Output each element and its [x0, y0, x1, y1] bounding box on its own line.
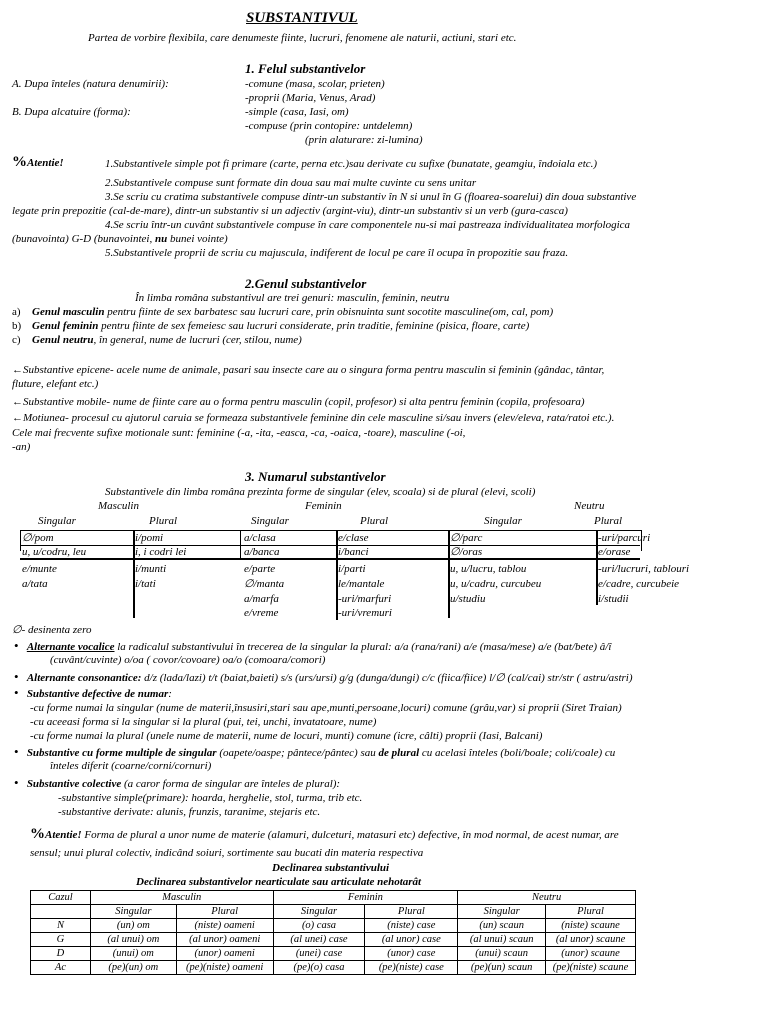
bullet-term: Alternante vocalice: [26, 641, 115, 653]
criterion-b-value: (prin alaturare: zi-lumina): [305, 134, 423, 146]
form-cell: (niste) oameni: [176, 919, 273, 933]
gender-mark: c): [12, 334, 21, 346]
form-cell: (pe)(o) casa: [273, 961, 365, 975]
criterion-b-value: -compuse (prin contopire: untdelemn): [245, 120, 413, 132]
number-cell: a/banca: [244, 546, 280, 558]
criterion-a-label: A. Dupa înteles (natura denumirii):: [12, 78, 169, 90]
percent-icon: %: [30, 826, 45, 842]
declension-number-row: [31, 905, 636, 919]
form-cell: (niste) case: [365, 919, 458, 933]
form-cell: (niste) scaune: [546, 919, 636, 933]
number-cell: e/clase: [338, 532, 369, 544]
form-cell: (unui) scaun: [458, 947, 546, 961]
number-header: Plural: [546, 905, 636, 919]
number-header: Singular: [458, 905, 546, 919]
number-cell: i, i codri lei: [135, 546, 187, 558]
attention-note: [12, 156, 64, 170]
bullet-icon: •: [14, 638, 19, 653]
gender-header: Feminin: [273, 891, 458, 905]
bullet-icon: •: [14, 685, 19, 700]
note-line: 5.Substantivele proprii de scriu cu majuscula, indiferent de locul pe care îl ocupa în propozitie sau fraza.: [105, 247, 569, 259]
number-cell: u, u/lucru, tablou: [450, 563, 527, 575]
declension-row: [31, 919, 636, 933]
form-cell: (pe)(un) om: [90, 961, 176, 975]
page-title: SUBSTANTIVUL: [246, 10, 358, 26]
note-line: [12, 233, 228, 246]
number-cell: ∅/manta: [244, 578, 285, 590]
number-cell: i/parti: [338, 563, 366, 575]
number-cell: i/studii: [598, 593, 629, 605]
note-fragment: bunei vointe): [169, 233, 228, 245]
section-3-heading: 3. Numarul substantivelor: [245, 469, 386, 484]
number-cell: a/tata: [22, 578, 48, 590]
gender-desc: , în general, nume de lucruri (cer, stilou, nume): [93, 334, 302, 346]
number-cell: i/banci: [338, 546, 369, 558]
section-2-heading: 2.Genul substantivelor: [245, 276, 367, 291]
number-cell: e/orase: [598, 546, 631, 558]
form-cell: (al unui) scaun: [458, 933, 546, 947]
note-line: 3.Se scriu cu cratima substantivele compuse dintr-un substantiv în N si unul în G (floarea-soarelui) din doua substantive: [105, 191, 637, 203]
col-header: Singular: [484, 515, 522, 527]
bullet-text: (oapete/oaspe; pântece/pântec) sau: [216, 747, 379, 759]
form-cell: (un) scaun: [458, 919, 546, 933]
number-grid-divider: [20, 545, 640, 546]
gender-mark: a): [12, 306, 21, 318]
col-header: Plural: [594, 515, 623, 527]
bullet-icon: •: [14, 669, 19, 684]
bullet-sub: -substantive derivate: alunis, frunzis, taranime, stejaris etc.: [58, 806, 321, 818]
criterion-b-value: -simple (casa, Iasi, om): [245, 106, 349, 118]
attention-text: Forma de plural a unor nume de materie (alamuri, dulceturi, matasuri etc) defective, în mod normal, de acest numar, are: [81, 829, 619, 841]
criterion-b-label: B. Dupa alcatuire (forma):: [12, 106, 131, 118]
gender-header: Masculin: [98, 500, 139, 512]
form-cell: (al unui) om: [90, 933, 176, 947]
gender-mark: b): [12, 320, 22, 332]
col-header: Singular: [251, 515, 289, 527]
declension-title: Declinarea substantivului: [272, 862, 390, 874]
bullet-text: :: [168, 688, 172, 700]
case-header: Cazul: [31, 891, 91, 905]
number-cell: e/vreme: [244, 607, 279, 619]
bullet-icon: •: [14, 744, 19, 759]
bullet-term: de plural: [378, 747, 420, 759]
declension-row: [31, 961, 636, 975]
gender-desc: pentru fiinte de sex femeiesc sau lucruri considerate, prin traditie, feminine (pisica, floare, carte): [98, 320, 530, 332]
number-cell: e/parte: [244, 563, 276, 575]
col-header: Singular: [38, 515, 76, 527]
note-line: legate prin prepozitie (cal-de-mare), dintr-un substantiv si un adjectiv (argint-viu), dintr-un substantiv si un verb (gura-casca): [12, 205, 568, 217]
note-line: 1.Substantivele simple pot fi primare (carte, perna etc.)sau derivate cu sufixe (bunatate, geamgiu, îndoiala etc.): [105, 158, 598, 170]
gender-note-line: ←Motiunea- procesul cu ajutorul caruia se formeaza substantivele feminine din cele masculine si/sau invers (elev/eleva, rata/ratoi etc.).: [12, 412, 615, 424]
form-cell: (al unor) oameni: [176, 933, 273, 947]
number-cell: e/cadre, curcubeie: [598, 578, 680, 590]
case-cell: D: [31, 947, 91, 961]
number-cell: u, u/cadru, curcubeu: [450, 578, 542, 590]
gender-item: [12, 334, 302, 347]
number-cell: i/pomi: [135, 532, 164, 544]
form-cell: (al unei) case: [273, 933, 365, 947]
bullet-term: Substantive colective: [26, 778, 122, 790]
declension-table: [30, 890, 636, 975]
number-header: Singular: [273, 905, 365, 919]
bullet-text-cont: (cuvânt/cuvinte) o/oa ( covor/covoare) oa/o (comoara/comori): [50, 654, 326, 666]
number-grid-top: [20, 530, 642, 551]
bullet-item: [14, 670, 633, 685]
form-cell: (pe)(niste) scaune: [546, 961, 636, 975]
number-table: [20, 515, 640, 528]
zero-desinence-note: ∅- desinenta zero: [12, 624, 92, 636]
form-cell: (unor) scaune: [546, 947, 636, 961]
number-header: Plural: [365, 905, 458, 919]
section-1-heading: 1. Felul substantivelor: [245, 61, 366, 76]
attention-label: Atentie!: [27, 157, 64, 169]
col-header: Plural: [360, 515, 389, 527]
form-cell: (al unor) scaune: [546, 933, 636, 947]
form-cell: (unor) oameni: [176, 947, 273, 961]
percent-icon: %: [12, 154, 27, 170]
gender-name: Genul masculin: [32, 306, 105, 318]
gender-name: Genul neutru: [32, 334, 94, 346]
form-cell: (al unor) case: [365, 933, 458, 947]
bullet-text: d/z (lada/lazi) t/t (baiat,baieti) s/s (urs/ursi) g/g (dunga/dungi) c/c (fiica/fiice) l/∅ (cal/cai) str/str ( astru/astri): [141, 672, 633, 684]
form-cell: (un) om: [90, 919, 176, 933]
note-line: 4.Se scriu într-un cuvânt substantivele compuse în care componentele nu-si mai pastreaza individualitatea morfologica: [105, 219, 631, 231]
number-cell: u/studiu: [450, 593, 486, 605]
bullet-sub: -cu aceeasi forma si la singular si la plural (pui, tei, unchi, invatatoare, nume): [30, 716, 377, 728]
attention-note-2: [30, 828, 619, 842]
form-cell: (unei) case: [273, 947, 365, 961]
attention-text-cont: sensul; unui plural colectiv, indicând soiuri, sortimente sau bucati din materia respectiva: [30, 847, 424, 859]
number-cell: ∅/oras: [450, 546, 483, 558]
number-table-header: [20, 515, 640, 528]
number-cell: e/munte: [22, 563, 57, 575]
number-cell: -uri/lucruri, tablouri: [598, 563, 690, 575]
number-header: Singular: [90, 905, 176, 919]
case-cell: N: [31, 919, 91, 933]
criterion-a-value: -comune (masa, scolar, prieten): [245, 78, 385, 90]
form-cell: (unui) om: [90, 947, 176, 961]
gender-note-line: ←Substantive mobile- nume de fiinte care au o forma pentru masculin (copil, profesor) si alta pentru feminin (copila, profesoara): [12, 396, 585, 408]
number-cell: a/marfa: [244, 593, 279, 605]
form-cell: (pe)(un) scaun: [458, 961, 546, 975]
number-cell: i/munti: [135, 563, 167, 575]
bullet-text-cont: înteles diferit (coarne/corni/cornuri): [50, 760, 212, 772]
col-header: Plural: [149, 515, 178, 527]
bullet-text: la radicalul substantivului în trecerea de la singular la plural: a/a (rana/rani) a/e (masa/mese) a/e (bat/bete) â/î: [114, 641, 612, 653]
note-line: 2.Substantivele compuse sunt formate din doua sau mai multe cuvinte cu sens unitar: [105, 177, 477, 189]
gender-note-line: ←Substantive epicene- acele nume de animale, pasari sau insecte care au o singura forma pentru masculin si feminin (gândac, tântar,: [12, 364, 605, 376]
form-cell: (pe)(niste) oameni: [176, 961, 273, 975]
bullet-sub: -substantive simple(primare): hoarda, herghelie, stol, turma, trib etc.: [58, 792, 363, 804]
number-grid-vline: [240, 530, 241, 558]
case-cell: G: [31, 933, 91, 947]
number-cell: -uri/vremuri: [338, 607, 392, 619]
bullet-item: [14, 776, 340, 791]
note-emphasis: nu: [154, 233, 168, 245]
number-grid-divider: [20, 558, 640, 560]
section-3-intro: Substantivele din limba româna prezinta forme de singular (elev, scoala) si de plural (elevi, scoli): [105, 486, 536, 498]
gender-header: Neutru: [574, 500, 605, 512]
declension-gender-row: [31, 891, 636, 905]
form-cell: (unor) case: [365, 947, 458, 961]
number-header: Plural: [176, 905, 273, 919]
bullet-term: Alternante consonantice:: [26, 672, 142, 684]
declension-subtitle: Declinarea substantivelor nearticulate sau articulate nehotarât: [136, 876, 422, 888]
gender-note-line: -an): [12, 441, 31, 453]
gender-header: Neutru: [458, 891, 636, 905]
number-cell: i/tati: [135, 578, 156, 590]
criterion-a-value: -proprii (Maria, Venus, Arad): [245, 92, 376, 104]
gender-desc: pentru fiinte de sex barbatesc sau lucruri care, prin obisnuinta sunt socotite masculine(om, cal, pom): [104, 306, 554, 318]
number-cell: ∅/parc: [450, 532, 483, 544]
bullet-sub: -cu forme numai la singular (nume de materii,însusiri,stari sau ape,munti,persoane,locuri) comune (grâu,var) si proprii (Siret Traian): [30, 702, 622, 714]
bullet-item: [14, 639, 611, 654]
gender-name: Genul feminin: [32, 320, 99, 332]
number-cell: -uri/parcuri: [598, 532, 651, 544]
number-cell: u, u/codru, leu: [22, 546, 87, 558]
definition: Partea de vorbire flexibila, care denumeste fiinte, lucruri, fenomene ale naturii, actiuni, stari etc.: [88, 32, 517, 44]
attention-label: Atentie!: [45, 829, 82, 841]
declension-row: [31, 933, 636, 947]
gender-item: [12, 320, 529, 333]
declension-row: [31, 947, 636, 961]
blank-cell: [31, 905, 91, 919]
bullet-term: Substantive defective de numar: [26, 688, 169, 700]
gender-header: Masculin: [90, 891, 273, 905]
bullet-item: [14, 686, 172, 701]
number-cell: -uri/marfuri: [338, 593, 392, 605]
section-2-intro: În limba româna substantivul are trei genuri: masculin, feminin, neutru: [135, 292, 450, 304]
gender-header: Feminin: [305, 500, 342, 512]
number-cell: ∅/pom: [22, 532, 54, 544]
bullet-term: Substantive cu forme multiple de singular: [26, 747, 217, 759]
note-fragment: (bunavointa) G-D (bunavointei,: [12, 233, 153, 245]
bullet-text: (a caror forma de singular are înteles de plural):: [121, 778, 341, 790]
bullet-icon: •: [14, 775, 19, 790]
case-cell: Ac: [31, 961, 91, 975]
form-cell: (o) casa: [273, 919, 365, 933]
bullet-text: cu acelasi înteles (boli/boale; coli/coale) cu: [419, 747, 616, 759]
gender-item: [12, 306, 553, 319]
number-cell: a/clasa: [244, 532, 276, 544]
bullet-item: [14, 745, 615, 760]
bullet-sub: -cu forme numai la plural (unele nume de materii, nume de locuri, munti) comune (icre, câlti) proprii (Iasi, Balcani): [30, 730, 543, 742]
gender-note-line: fluture, elefant etc.): [12, 378, 99, 390]
form-cell: (pe)(niste) case: [365, 961, 458, 975]
gender-note-line: Cele mai frecvente sufixe motionale sunt: feminine (-a, -ita, -easca, -ca, -oaica, -toare), masculine (-oi,: [12, 427, 466, 439]
number-cell: le/mantale: [338, 578, 385, 590]
